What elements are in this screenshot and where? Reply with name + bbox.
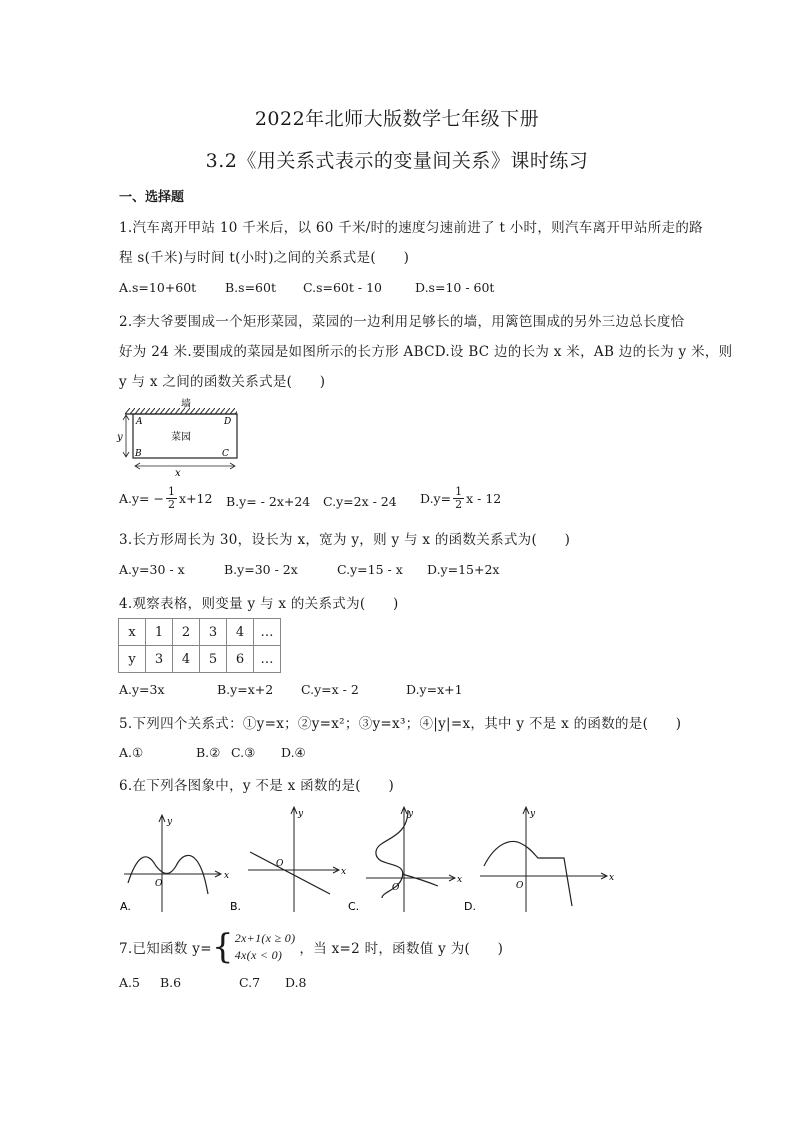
table-cell: 4 xyxy=(227,619,254,646)
fraction-denominator: 2 xyxy=(455,498,463,511)
table-cell: … xyxy=(254,619,281,646)
q5-option-c: C.③ xyxy=(231,745,256,760)
y-axis-label: y xyxy=(298,809,304,819)
table-cell: x xyxy=(119,619,146,646)
table-cell: 3 xyxy=(200,619,227,646)
piecewise-cases xyxy=(235,930,296,964)
vertex-b: B xyxy=(135,449,142,459)
origin-label: O xyxy=(155,879,163,889)
curve xyxy=(484,842,572,906)
q7-prefix: 7.已知函数 y= xyxy=(119,941,212,957)
y-axis-label: y xyxy=(408,809,414,819)
question-5-line-1: 5.下列四个关系式：①y=x；②y=x²；③y=x³；④|y|=x，其中 y 不是 x 的函数的是( ) xyxy=(119,716,682,732)
xy-table xyxy=(118,618,281,673)
fraction-denominator: 2 xyxy=(168,498,176,511)
x-axis-label: x xyxy=(341,867,347,877)
q4-option-a: A.y=3x xyxy=(119,682,165,697)
garden-figure xyxy=(115,396,245,478)
q2-option-d xyxy=(420,486,501,511)
q4-option-d: D.y=x+1 xyxy=(406,682,463,697)
origin-label: O xyxy=(392,883,400,893)
piecewise-brace: { xyxy=(211,927,234,967)
q7-option-c: C.7 xyxy=(239,975,261,990)
origin-label: O xyxy=(516,881,524,891)
q1-option-b: B.s=60t xyxy=(225,280,276,295)
q1-option-d: D.s=10 - 60t xyxy=(415,280,495,295)
x-dimension-label: x xyxy=(175,468,181,478)
page-title: 2022年北师大版数学七年级下册 xyxy=(254,108,540,130)
q2-option-b: B.y= - 2x+24 xyxy=(226,494,311,509)
curve xyxy=(128,855,208,894)
question-6-line-1: 6.在下列各图象中，y 不是 x 函数的是( ) xyxy=(119,778,395,794)
graph-a-label: A. xyxy=(120,900,131,913)
question-3-line-1: 3.长方形周长为 30，设长为 x，宽为 y，则 y 与 x 的函数关系式为( ) xyxy=(119,532,571,548)
table-cell: 4 xyxy=(173,646,200,673)
question-4-line-1: 4.观察表格，则变量 y 与 x 的关系式为( ) xyxy=(119,596,399,612)
table-row xyxy=(119,646,281,673)
vertex-a: A xyxy=(136,417,143,427)
x-axis-label: x xyxy=(609,873,615,883)
question-2-line-3: y 与 x 之间的函数关系式是( ) xyxy=(119,374,326,390)
q2-option-a-sign: − xyxy=(153,491,165,506)
wall-label: 墙 xyxy=(181,399,191,410)
q3-option-d: D.y=15+2x xyxy=(427,562,500,577)
piecewise-case-1: 2x+1(x ≥ 0) xyxy=(234,931,296,945)
table-cell: … xyxy=(254,646,281,673)
section-heading: 一、选择题 xyxy=(119,190,185,205)
line xyxy=(250,852,330,894)
q3-option-c: C.y=15 - x xyxy=(337,562,403,577)
q4-option-b: B.y=x+2 xyxy=(217,682,274,697)
q2-option-d-fraction xyxy=(453,486,464,511)
graph-d xyxy=(460,802,616,914)
q2-option-a-fraction xyxy=(166,486,177,511)
table-row xyxy=(119,619,281,646)
q1-option-a: A.s=10+60t xyxy=(119,280,197,295)
fraction-numerator: 1 xyxy=(455,485,463,498)
q7-option-a: A.5 xyxy=(119,975,140,990)
q7-suffix: ，当 x=2 时，函数值 y 为( ) xyxy=(299,941,504,957)
vertex-d: D xyxy=(224,417,232,427)
origin-label: O xyxy=(276,859,284,869)
q5-option-d: D.④ xyxy=(281,745,306,760)
graph-b xyxy=(228,802,350,914)
table-cell: 3 xyxy=(146,646,173,673)
q2-option-d-suffix: x - 12 xyxy=(466,491,502,506)
question-1-line-1: 1.汽车离开甲站 10 千米后，以 60 千米/时的速度匀速前进了 t 小时，则汽车离开甲站所走的路 xyxy=(119,220,703,236)
table-cell: 5 xyxy=(200,646,227,673)
question-1-line-2: 程 s(千米)与时间 t(小时)之间的关系式是( ) xyxy=(119,250,410,266)
table-cell: 6 xyxy=(227,646,254,673)
q2-option-c: C.y=2x - 24 xyxy=(323,494,397,509)
question-2-line-2: 好为 24 米.要围成的菜园是如图所示的长方形 ABCD.设 BC 边的长为 x 米，AB 边的长为 y 米，则 xyxy=(119,344,733,360)
q5-option-a: A.① xyxy=(119,745,144,760)
graph-d-label: D. xyxy=(464,900,476,913)
question-7-line-1 xyxy=(119,927,504,967)
q7-option-d: D.8 xyxy=(285,975,307,990)
graph-b-label: B. xyxy=(230,900,242,913)
graph-c xyxy=(346,802,464,914)
y-axis-label: y xyxy=(167,817,173,827)
q7-option-b: B.6 xyxy=(160,975,182,990)
q2-option-a xyxy=(119,486,212,511)
q2-option-a-prefix: A.y= xyxy=(119,491,150,506)
q5-option-b: B.② xyxy=(196,745,221,760)
y-dimension-label: y xyxy=(117,432,123,443)
q2-option-d-prefix: D.y= xyxy=(420,491,452,506)
table-cell: 2 xyxy=(173,619,200,646)
page-subtitle: 3.2《用关系式表示的变量间关系》课时练习 xyxy=(205,150,589,172)
q4-option-c: C.y=x - 2 xyxy=(301,682,359,697)
table-cell: y xyxy=(119,646,146,673)
y-axis-label: y xyxy=(530,809,536,819)
question-2-line-1: 2.李大爷要围成一个矩形菜园，菜园的一边利用足够长的墙，用篱笆围成的另外三边总长度恰 xyxy=(119,314,685,330)
vertex-c: C xyxy=(222,449,229,459)
table-cell: 1 xyxy=(146,619,173,646)
graph-a xyxy=(120,808,232,914)
q1-option-c: C.s=60t - 10 xyxy=(303,280,382,295)
garden-label: 菜园 xyxy=(171,432,191,443)
graph-c-label: C. xyxy=(348,900,360,913)
x-axis-label: x xyxy=(224,871,230,881)
tail-curve xyxy=(402,874,438,886)
q3-option-a: A.y=30 - x xyxy=(119,562,185,577)
piecewise-case-2: 4x(x < 0) xyxy=(234,948,283,962)
q2-option-a-suffix: x+12 xyxy=(179,491,213,506)
x-axis-label: x xyxy=(457,875,463,885)
fraction-numerator: 1 xyxy=(168,485,176,498)
q3-option-b: B.y=30 - 2x xyxy=(224,562,298,577)
